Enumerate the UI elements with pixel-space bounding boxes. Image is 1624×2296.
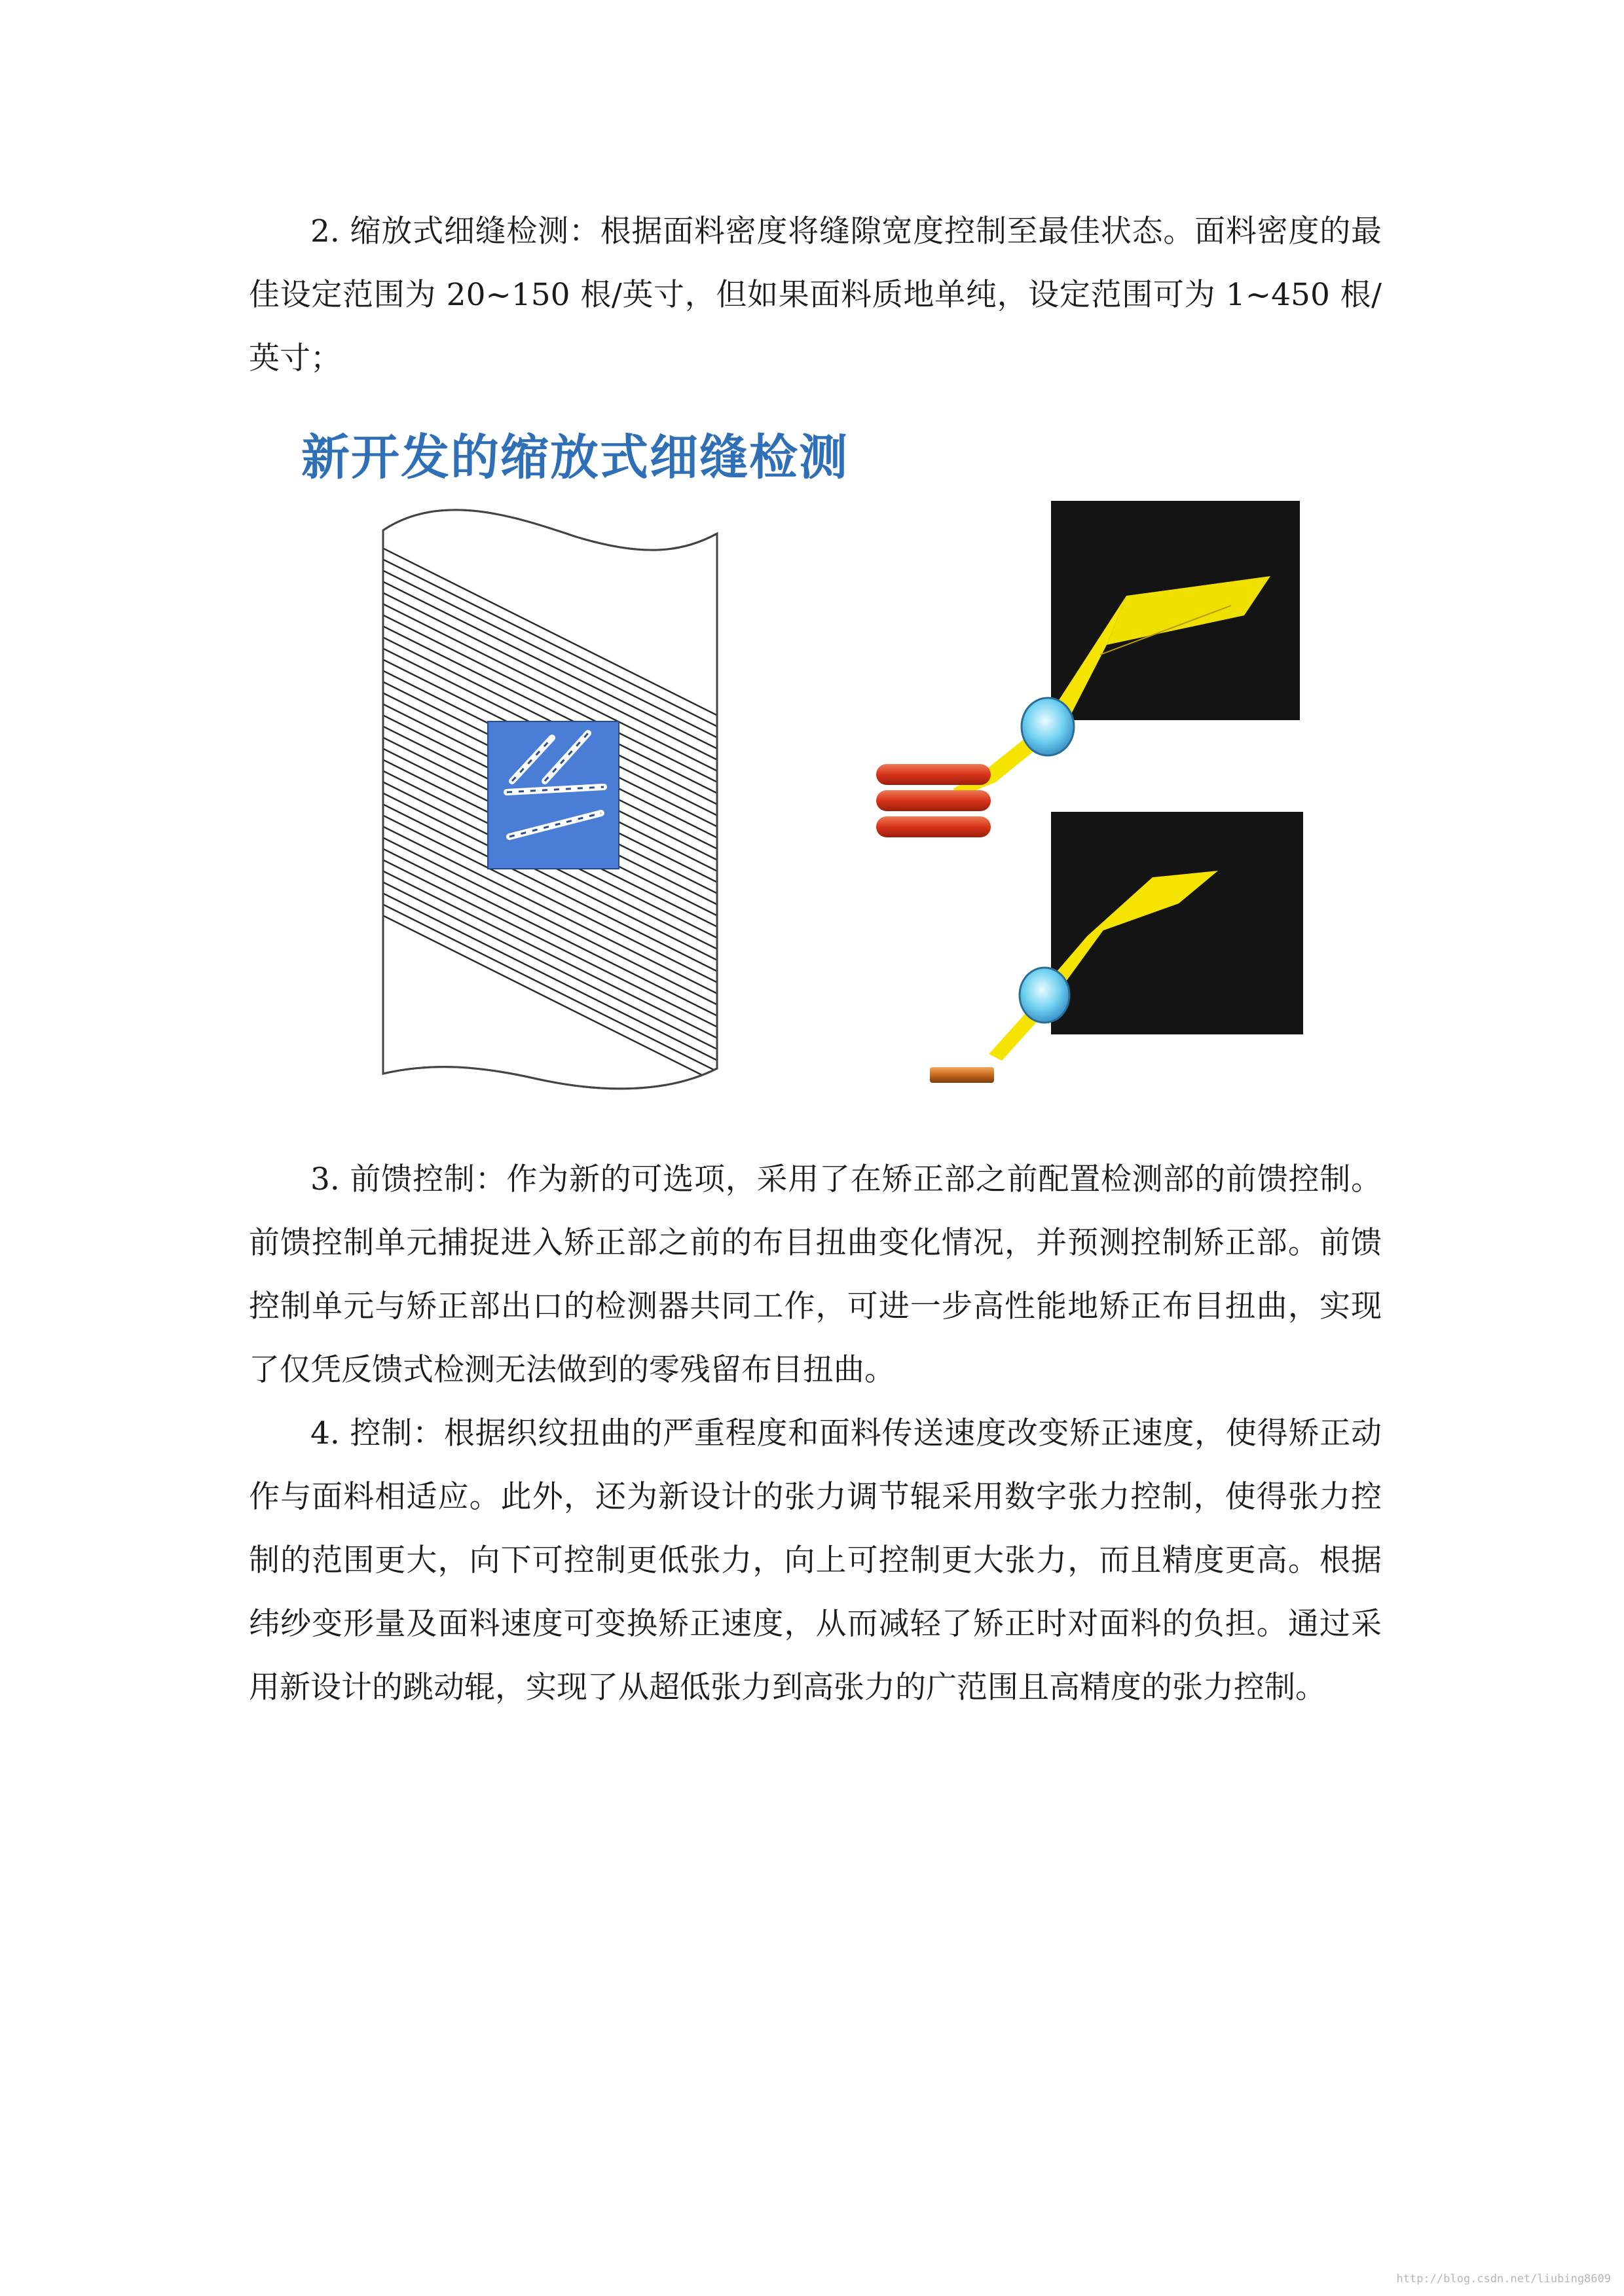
lens-icon (1020, 968, 1069, 1023)
figure-illustration (301, 419, 1349, 1113)
detector-wide-slit (953, 501, 1300, 795)
black-panel (1051, 812, 1303, 1034)
paragraph-scaling-slit-detection: 2. 缩放式细缝检测：根据面料密度将缝隙宽度控制至最佳状态。面料密度的最佳设定范围为 20~150 根/英寸，但如果面料质地单纯，设定范围可为 1~450 根/英寸； (249, 213, 1382, 376)
yarn-rod (876, 790, 991, 811)
figure-title: 新开发的缩放式细缝检测 (301, 429, 849, 486)
paragraph-feedforward-control: 3. 前馈控制：作为新的可选项，采用了在矫正部之前配置检测部的前馈控制。前馈控制单元捕捉进入矫正部之前的布目扭曲变化情况，并预测控制矫正部。前馈控制单元与矫正部出口的检测器共同工作，可进一步高性能地矫正布目扭曲，实现了仅凭反馈式检测无法做到的零残留布目扭曲。 (249, 1161, 1382, 1388)
detector-narrow-slit (930, 812, 1303, 1083)
fabric-yarn-rods (876, 764, 991, 837)
yarn-rod (876, 816, 991, 837)
yarn-rod (876, 764, 991, 785)
detector-window (488, 721, 619, 869)
lens-icon (1022, 698, 1074, 756)
figure-scaling-slit-detection (301, 419, 1349, 1113)
watermark-url: http://blog.csdn.net/liubing8609 (1396, 2272, 1611, 2286)
paragraph-control: 4. 控制：根据织纹扭曲的严重程度和面料传送速度改变矫正速度，使得矫正动作与面料相适应。此外，还为新设计的张力调节辊采用数字张力控制，使得张力控制的范围更大，向下可控制更低张力，向上可控制更大张力，而且精度更高。根据纬纱变形量及面料速度可变换矫正速度，从而减轻了矫正时对面料的负担。通过采用新设计的跳动辊，实现了从超低张力到高张力的广范围且高精度的张力控制。 (249, 1415, 1382, 1705)
yarn-rod-small (930, 1067, 994, 1083)
